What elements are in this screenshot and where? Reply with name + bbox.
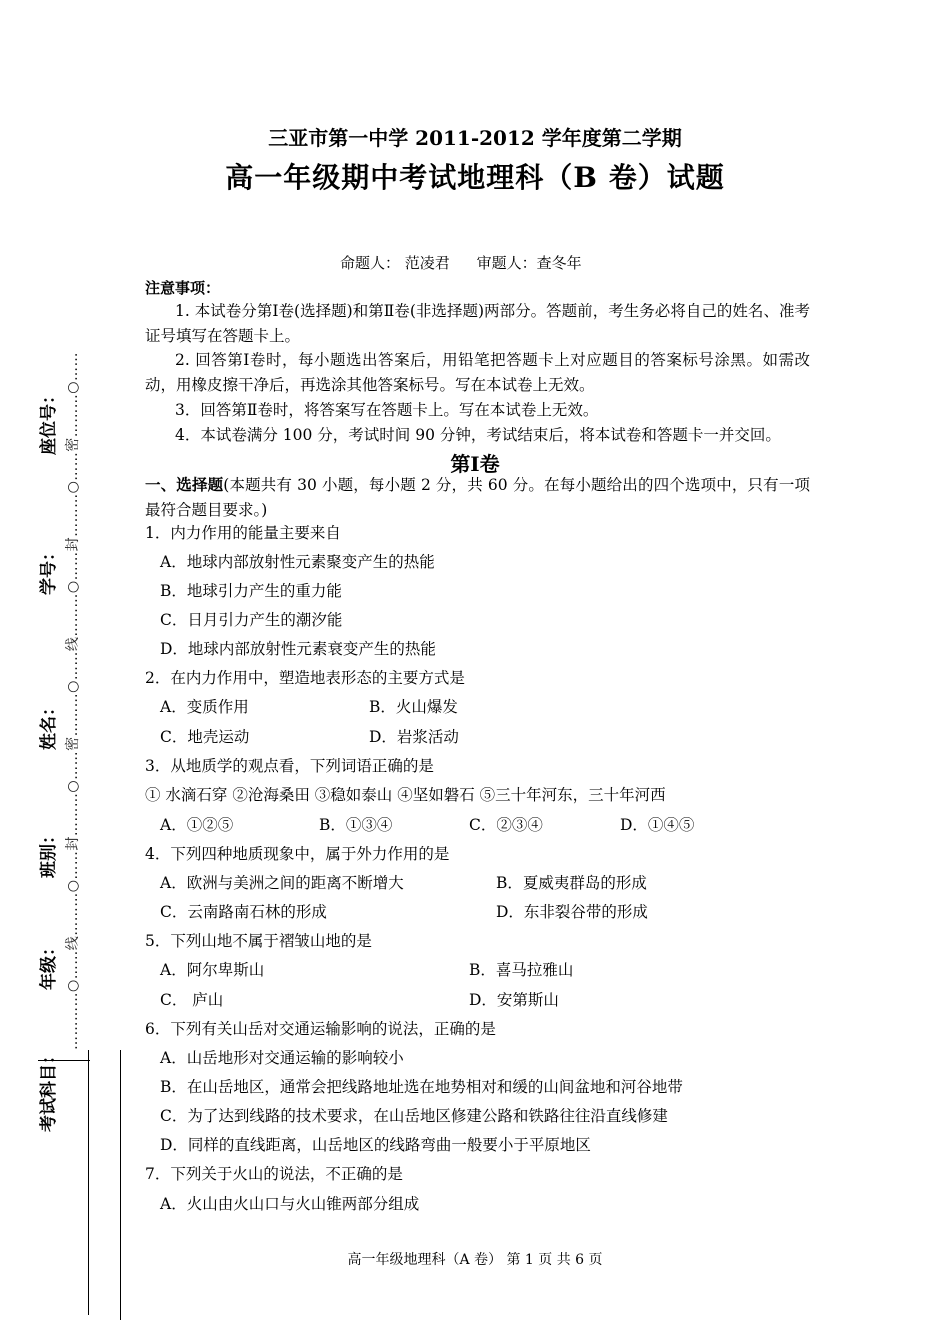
notice-text: 2. 回答第Ⅰ卷时，每小题选出答案后，用铅笔把答题卡上对应题目的答案标号涂黑。如需改动，用橡皮擦干净后，再选涂其他答案标号。写在本试卷上无效。	[145, 351, 810, 394]
question-stem: 3．从地质学的观点看，下列词语正确的是	[145, 757, 434, 775]
option-b: B．夏威夷群岛的形成	[496, 874, 647, 892]
option-a: A．①②⑤	[160, 816, 234, 834]
question-stem: 1．内力作用的能量主要来自	[145, 524, 341, 542]
option-b: B．①③④	[319, 816, 393, 834]
school-title: 三亚市第一中学 2011-2012 学年度第二学期	[268, 126, 682, 150]
option-d: D．安第斯山	[469, 991, 559, 1009]
option-c: C．地壳运动	[160, 728, 250, 746]
option-a: A．欧洲与美洲之间的距离不断增大	[160, 874, 404, 892]
question-stem: 4．下列四种地质现象中，属于外力作用的是	[145, 845, 450, 863]
student-id-label: 学号：	[39, 544, 59, 595]
option-c: C．为了达到线路的技术要求，在山岳地区修建公路和铁路往往沿直线修建	[160, 1107, 668, 1125]
part-label: 一、选择题	[145, 475, 224, 494]
option-a: A．山岳地形对交通运输的影响较小	[160, 1049, 404, 1067]
option-d: D．同样的直线距离，山岳地区的线路弯曲一般要小于平原地区	[160, 1136, 591, 1154]
option-d: D．岩浆活动	[369, 728, 459, 746]
option-c: C．云南路南石林的形成	[160, 903, 327, 921]
binding-rule-right	[120, 1050, 121, 1320]
notice-text: 3．回答第Ⅱ卷时，将答案写在答题卡上。写在本试卷上无效。	[175, 401, 599, 419]
option-c: C． 庐山	[160, 991, 224, 1009]
seat-number-label: 座位号：	[39, 387, 59, 455]
option-a: A．地球内部放射性元素聚变产生的热能	[160, 553, 435, 571]
notice-text: 4．本试卷满分 100 分，考试时间 90 分钟，考试结束后，将本试卷和答题卡一并交回。	[175, 426, 781, 444]
notice-text: 1. 本试卷分第Ⅰ卷(选择题)和第Ⅱ卷(非选择题)两部分。答题前，考生务必将自己的姓名、准考证号填写在答题卡上。	[145, 302, 810, 345]
notice-item-1	[145, 299, 810, 348]
option-b: B．在山岳地区，通常会把线路地址选在地势相对和缓的山间盆地和河谷地带	[160, 1078, 683, 1096]
option-d: D．地球内部放射性元素衰变产生的热能	[160, 640, 436, 658]
blank-underline	[38, 1060, 90, 1061]
question-stem: 5．下列山地不属于褶皱山地的是	[145, 932, 372, 950]
option-c: C．日月引力产生的潮汐能	[160, 611, 343, 629]
option-a: A．变质作用	[160, 698, 249, 716]
question-author: 命题人： 范凌君	[340, 254, 450, 272]
authors-line	[340, 252, 582, 273]
notice-item-3	[145, 398, 810, 423]
question-stem: 7．下列关于火山的说法，不正确的是	[145, 1165, 403, 1183]
option-d: D．东非裂谷带的形成	[496, 903, 648, 921]
binding-rule-left	[88, 1050, 89, 1315]
part-description: (本题共有 30 小题，每小题 2 分，共 60 分。在每小题给出的四个选项中，只有一项最符合题目要求。)	[145, 476, 810, 519]
name-label: 姓名：	[39, 699, 59, 750]
question-reviewer: 审题人：查冬年	[476, 254, 582, 272]
notice-item-2	[145, 348, 810, 397]
option-a: A．火山由火山口与火山锥两部分组成	[160, 1195, 420, 1213]
option-d: D．①④⑤	[620, 816, 695, 834]
option-b: B．地球引力产生的重力能	[160, 582, 342, 600]
option-a: A．阿尔卑斯山	[160, 961, 265, 979]
question-stem: 6．下列有关山岳对交通运输影响的说法，正确的是	[145, 1020, 496, 1038]
part-instructions	[145, 473, 810, 522]
exam-subject-label: 考试科目：	[39, 1047, 59, 1132]
seal-dotted-line: …………○……线………○……封………○……密………○……线………○……封………○……密………○……	[65, 351, 81, 1050]
notice-item-4	[145, 423, 810, 448]
option-c: C．②③④	[469, 816, 543, 834]
section-title: 第Ⅰ卷	[450, 452, 500, 476]
option-b: B．火山爆发	[369, 698, 458, 716]
class-label: 班别：	[39, 827, 59, 878]
grade-label: 年级：	[39, 939, 59, 990]
exam-title: 高一年级期中考试地理科（B 卷）试题	[225, 161, 725, 194]
notice-heading: 注意事项：	[145, 279, 221, 297]
question-stem: 2．在内力作用中，塑造地表形态的主要方式是	[145, 669, 465, 687]
question-statements: ① 水滴石穿 ②沧海桑田 ③稳如泰山 ④坚如磐石 ⑤三十年河东，三十年河西	[145, 786, 666, 804]
page-footer: 高一年级地理科（A 卷） 第 1 页 共 6 页	[347, 1252, 603, 1268]
option-b: B．喜马拉雅山	[469, 961, 574, 979]
